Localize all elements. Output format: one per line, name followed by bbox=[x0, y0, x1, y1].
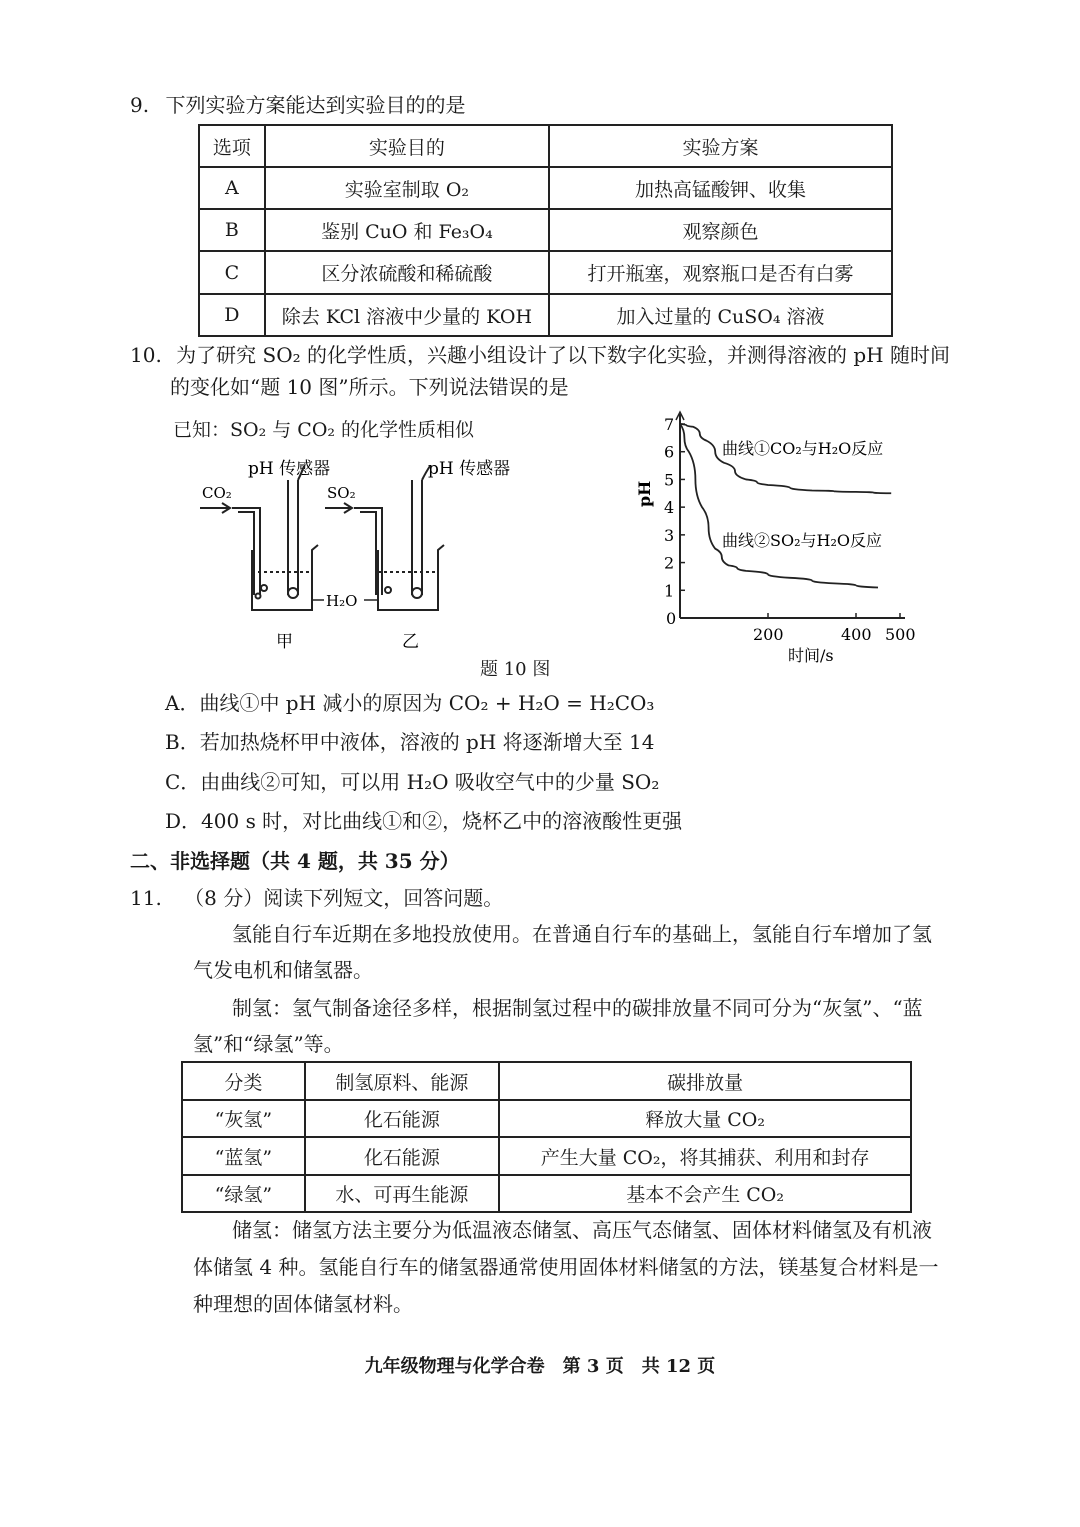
table-row bbox=[182, 1100, 911, 1137]
y-tick-label: 4 bbox=[664, 498, 675, 518]
q10-stem-1: 为了研究 SO₂ 的化学性质，兴趣小组设计了以下数字化实验，并测得溶液的 pH 随时间 bbox=[176, 343, 950, 367]
table-cell: “蓝氢” bbox=[182, 1137, 305, 1175]
y-tick-label: 3 bbox=[664, 525, 675, 545]
q9-table bbox=[198, 124, 893, 337]
q11-para2-line1: 制氢：氢气制备途径多样，根据制氢过程中的碳排放量不同可分为“灰氢”、“蓝 bbox=[232, 996, 923, 1020]
table-row bbox=[199, 294, 892, 336]
table-cell: “绿氢” bbox=[182, 1175, 305, 1212]
table-cell: 观察颜色 bbox=[549, 209, 892, 251]
beaker-label-yi: 乙 bbox=[402, 632, 419, 652]
figure-caption: 题 10 图 bbox=[480, 659, 551, 680]
water-label: H₂O bbox=[326, 592, 358, 610]
table-cell: B bbox=[199, 209, 265, 251]
y-axis-label: pH bbox=[635, 480, 654, 507]
q9-header-plan: 实验方案 bbox=[549, 125, 892, 167]
x-tick-label: 0 bbox=[666, 609, 677, 628]
page-footer: 九年级物理与化学合卷 第 3 页 共 12 页 bbox=[364, 1356, 716, 1377]
table-cell: 加入过量的 CuSO₄ 溶液 bbox=[549, 294, 892, 336]
table-cell: 化石能源 bbox=[305, 1137, 499, 1175]
q11-para3-line1: 储氢：储氢方法主要分为低温液态储氢、高压气态储氢、固体材料储氢及有机液 bbox=[232, 1218, 932, 1242]
y-tick-label: 5 bbox=[664, 470, 675, 490]
x-tick-label: 500 bbox=[885, 625, 916, 644]
beaker-label-jia: 甲 bbox=[276, 632, 293, 652]
table-row bbox=[199, 251, 892, 294]
y-tick-label: 6 bbox=[664, 442, 675, 462]
hydrogen-table bbox=[181, 1061, 912, 1213]
table-cell: D bbox=[199, 294, 265, 336]
q10-known: 已知：SO₂ 与 CO₂ 的化学性质相似 bbox=[173, 419, 475, 441]
q9-number: 9. bbox=[130, 93, 150, 117]
q11-para3-line3: 种理想的固体储氢材料。 bbox=[193, 1292, 413, 1316]
series-line-1 bbox=[680, 424, 891, 493]
x-tick-label: 400 bbox=[841, 625, 872, 644]
table-cell: 释放大量 CO₂ bbox=[499, 1100, 911, 1137]
x-tick-label: 200 bbox=[753, 625, 784, 644]
table-cell: 打开瓶塞，观察瓶口是否有白雾 bbox=[549, 251, 892, 294]
table-cell: 鉴别 CuO 和 Fe₃O₄ bbox=[265, 209, 549, 251]
hydrogen-table-header bbox=[182, 1062, 911, 1100]
table-cell: 加热高锰酸钾、收集 bbox=[549, 167, 892, 209]
section-heading: 二、非选择题（共 4 题，共 35 分） bbox=[130, 849, 460, 873]
table-cell: “灰氢” bbox=[182, 1100, 305, 1137]
header-emission: 碳排放量 bbox=[499, 1062, 911, 1100]
table-cell: 区分浓硫酸和稀硫酸 bbox=[265, 251, 549, 294]
table-cell: A bbox=[199, 167, 265, 209]
header-category: 分类 bbox=[182, 1062, 305, 1100]
table-cell: 除去 KCl 溶液中少量的 KOH bbox=[265, 294, 549, 336]
q9-table-header bbox=[199, 125, 892, 167]
q9-stem: 下列实验方案能达到实验目的的是 bbox=[165, 93, 466, 117]
table-row bbox=[199, 167, 892, 209]
header-source: 制氢原料、能源 bbox=[305, 1062, 499, 1100]
q10-option-d: D．400 s 时，对比曲线①和②，烧杯乙中的溶液酸性更强 bbox=[165, 809, 683, 833]
ph-time-chart bbox=[630, 405, 930, 670]
table-cell: 化石能源 bbox=[305, 1100, 499, 1137]
q11-stem: （8 分）阅读下列短文，回答问题。 bbox=[184, 886, 504, 910]
y-tick-label: 2 bbox=[664, 553, 675, 573]
q10-option-c: C．由曲线②可知，可以用 H₂O 吸收空气中的少量 SO₂ bbox=[165, 770, 660, 794]
table-cell: 基本不会产生 CO₂ bbox=[499, 1175, 911, 1212]
q10-apparatus-diagram bbox=[190, 450, 511, 660]
table-row bbox=[182, 1175, 911, 1212]
q9-stem-line bbox=[130, 90, 465, 120]
q10-option-a: A．曲线①中 pH 减小的原因为 CO₂ + H₂O = H₂CO₃ bbox=[165, 691, 655, 715]
q11-stem-line bbox=[130, 883, 503, 913]
gas-label-1: CO₂ bbox=[202, 484, 232, 502]
table-cell: C bbox=[199, 251, 265, 294]
table-row bbox=[199, 209, 892, 251]
q10-stem-2: 的变化如“题 10 图”所示。下列说法错误的是 bbox=[170, 375, 569, 399]
q10-option-b: B．若加热烧杯甲中液体，溶液的 pH 将逐渐增大至 14 bbox=[165, 730, 655, 754]
gas-label-2: SO₂ bbox=[327, 484, 356, 502]
table-cell: 产生大量 CO₂，将其捕获、利用和封存 bbox=[499, 1137, 911, 1175]
table-cell: 实验室制取 O₂ bbox=[265, 167, 549, 209]
sensor-label-2: pH 传感器 bbox=[428, 459, 511, 479]
q9-header-purpose: 实验目的 bbox=[265, 125, 549, 167]
y-tick-label: 1 bbox=[664, 581, 675, 601]
sensor-label-1: pH 传感器 bbox=[248, 459, 331, 479]
y-tick-label: 7 bbox=[664, 415, 675, 434]
q11-para1-line2: 气发电机和储氢器。 bbox=[193, 958, 373, 982]
q10-number: 10. bbox=[130, 343, 162, 367]
q10-stem-line1 bbox=[130, 340, 950, 370]
q9-header-option: 选项 bbox=[199, 125, 265, 167]
q11-para3-line2: 体储氢 4 种。氢能自行车的储氢器通常使用固体材料储氢的方法，镁基复合材料是一 bbox=[193, 1255, 939, 1279]
q11-number: 11. bbox=[130, 886, 162, 910]
q11-para1-line1: 氢能自行车近期在多地投放使用。在普通自行车的基础上，氢能自行车增加了氢 bbox=[232, 922, 932, 946]
x-axis-label: 时间/s bbox=[788, 646, 834, 665]
series-label-2: 曲线②SO₂与H₂O反应 bbox=[722, 531, 882, 550]
table-cell: 水、可再生能源 bbox=[305, 1175, 499, 1212]
series-label-1: 曲线①CO₂与H₂O反应 bbox=[722, 439, 884, 458]
table-row bbox=[182, 1137, 911, 1175]
q11-para2-line2: 氢”和“绿氢”等。 bbox=[193, 1032, 344, 1056]
